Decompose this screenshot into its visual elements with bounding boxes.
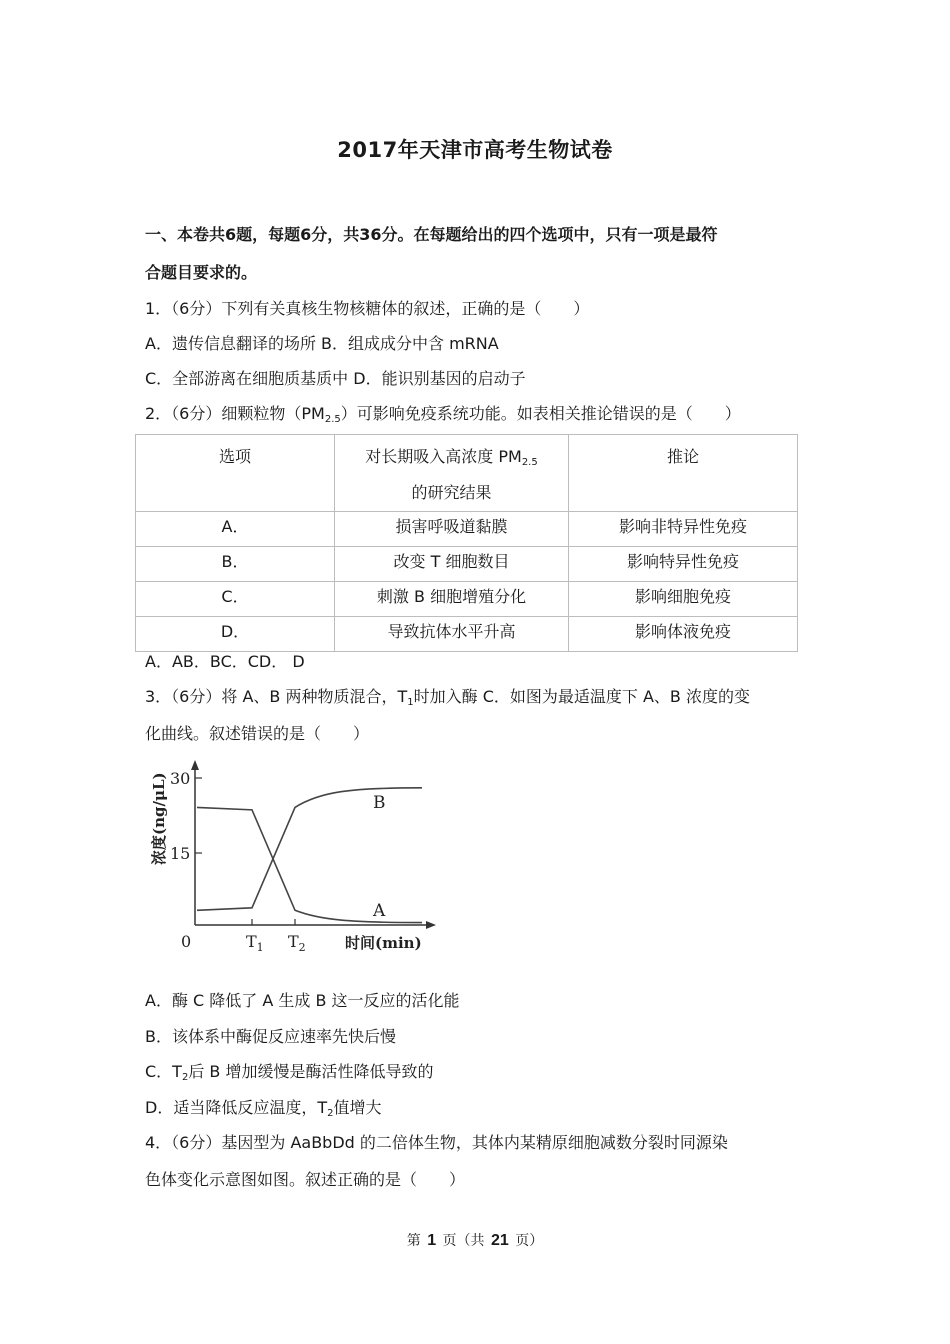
q2-stem: 2．（6分）细颗粒物$(PM_{2.5})$可影响免疫系统功能。如表相关推论错误的是（ ） bbox=[145, 404, 741, 425]
y-tick-label-30: 30 bbox=[170, 769, 191, 788]
curve-label-a: A bbox=[373, 901, 386, 921]
cell-option: D． bbox=[136, 617, 335, 652]
section-heading-line2: 合题目要求的。 bbox=[145, 263, 258, 282]
table-row bbox=[136, 582, 798, 617]
cell-inference: 影响非特异性免疫 bbox=[569, 512, 798, 547]
q3-stem-line2: 化曲线。叙述错误的是（ ） bbox=[145, 724, 370, 743]
header-result: 对长期吸入高浓度 $PM_{2.5}$ 的研究结果 bbox=[335, 435, 569, 512]
cell-inference: 影响特异性免疫 bbox=[569, 547, 798, 582]
cell-option: C． bbox=[136, 582, 335, 617]
q3-option-c: C．$T_2$后 B 增加缓慢是酶活性降低导致的 bbox=[145, 1062, 434, 1083]
q4-stem-line2: 色体变化示意图如图。叙述正确的是（ ） bbox=[145, 1170, 466, 1189]
cell-result: 改变 T 细胞数目 bbox=[335, 547, 569, 582]
section-heading-line1: 一、本卷共6题，每题6分，共36分。在每题给出的四个选项中，只有一项是最符 bbox=[145, 225, 718, 244]
table-row bbox=[136, 617, 798, 652]
y-axis-title: 浓度(ng/μL) bbox=[150, 772, 168, 865]
y-axis-arrow bbox=[191, 760, 199, 770]
curve-label-b: B bbox=[373, 793, 386, 813]
curve-b bbox=[197, 788, 422, 911]
curve-a bbox=[197, 807, 422, 922]
cell-option: A． bbox=[136, 512, 335, 547]
concentration-chart bbox=[140, 760, 440, 955]
header-option: 选项 bbox=[136, 435, 335, 512]
x-tick-label-t1: $T_1$ bbox=[246, 932, 264, 954]
table-row bbox=[136, 547, 798, 582]
q1-options-line1: A．遗传信息翻译的场所 B．组成成分中含 mRNA bbox=[145, 334, 499, 353]
x-axis-title: 时间(min) bbox=[345, 934, 422, 952]
q1-options-line2: C．全部游离在细胞质基质中 D．能识别基因的启动子 bbox=[145, 369, 526, 388]
q4-stem-line1: 4．（6分）基因型为 AaBbDd 的二倍体生物，其体内某精原细胞减数分裂时同源染 bbox=[145, 1133, 728, 1152]
origin-label: 0 bbox=[181, 932, 192, 951]
cell-result: 导致抗体水平升高 bbox=[335, 617, 569, 652]
x-axis-arrow bbox=[426, 921, 436, 929]
cell-inference: 影响细胞免疫 bbox=[569, 582, 798, 617]
page-total: 21 bbox=[491, 1232, 509, 1249]
q2-table bbox=[135, 434, 798, 652]
q3-stem-line1: 3．（6分）将 A、B 两种物质混合，$T_1$时加入酶 C．如图为最适温度下 A、B 浓度的变 bbox=[145, 687, 750, 708]
page-title: 2017年天津市高考生物试卷 bbox=[337, 138, 613, 162]
table-header-row bbox=[136, 435, 798, 512]
q1-stem: 1．（6分）下列有关真核生物核糖体的叙述，正确的是（ ） bbox=[145, 299, 590, 318]
q3-option-a: A．酶 C 降低了 A 生成 B 这一反应的活化能 bbox=[145, 991, 460, 1010]
header-inference: 推论 bbox=[569, 435, 798, 512]
page-number: 1 bbox=[427, 1232, 437, 1249]
q3-option-d: D．适当降低反应温度，$T_2$值增大 bbox=[145, 1098, 382, 1119]
table-row bbox=[136, 512, 798, 547]
cell-inference: 影响体液免疫 bbox=[569, 617, 798, 652]
cell-result: 刺激 B 细胞增殖分化 bbox=[335, 582, 569, 617]
cell-result: 损害呼吸道黏膜 bbox=[335, 512, 569, 547]
cell-option: B． bbox=[136, 547, 335, 582]
x-tick-label-t2: $T_2$ bbox=[288, 932, 306, 954]
q3-option-b: B．该体系中酶促反应速率先快后慢 bbox=[145, 1027, 396, 1046]
y-tick-label-15: 15 bbox=[170, 844, 191, 863]
q2-answer-options: A．AB．BC．CD． D bbox=[145, 652, 305, 671]
page-footer: 第 1 页（共 21 页） bbox=[406, 1232, 544, 1249]
